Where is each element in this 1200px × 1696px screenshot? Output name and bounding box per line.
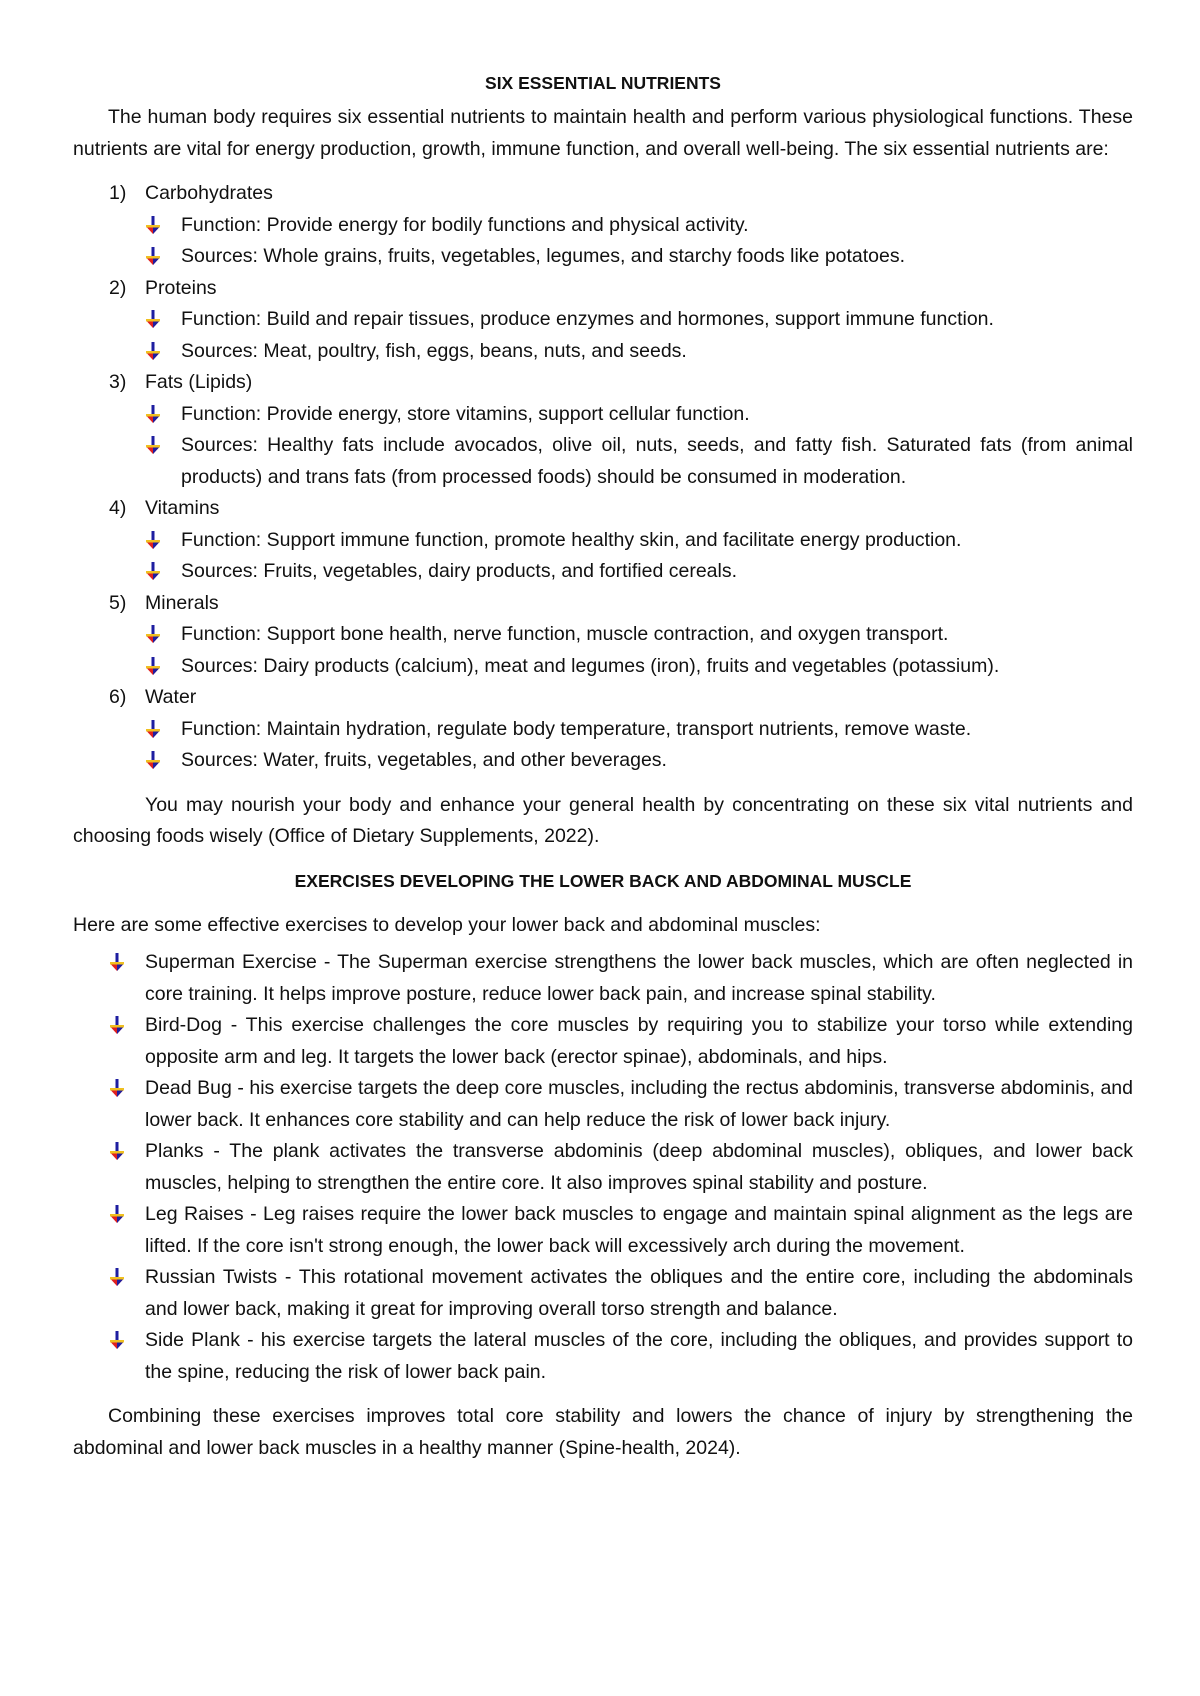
- down-arrow-bullet-icon: [145, 562, 161, 580]
- down-arrow-bullet-icon: [109, 953, 125, 971]
- nutrient-number: 1): [109, 182, 127, 204]
- down-arrow-bullet-icon: [145, 531, 161, 549]
- nutrient-points: [145, 525, 1133, 588]
- nutrient-point: [145, 525, 1133, 557]
- down-arrow-bullet-icon: [145, 310, 161, 328]
- nutrient-point: [145, 241, 1133, 273]
- exercise-item: [145, 1262, 1133, 1325]
- down-arrow-bullet-icon: [109, 1016, 125, 1034]
- nutrient-point-text: Sources: Healthy fats include avocados, olive oil, nuts, seeds, and fatty fish. Saturated fats (from animal products) and trans fats (from processed foods) should be consumed in moderation.: [181, 434, 1133, 488]
- nutrient-point: [145, 336, 1133, 368]
- down-arrow-bullet-icon: [145, 216, 161, 234]
- nutrient-item: [73, 682, 1133, 777]
- nutrient-point-text: Function: Maintain hydration, regulate body temperature, transport nutrients, remove waste.: [181, 717, 972, 740]
- document-page: [73, 0, 1133, 1464]
- exercise-list: [73, 947, 1133, 1388]
- nutrient-point: [145, 304, 1133, 336]
- down-arrow-bullet-icon: [145, 751, 161, 769]
- nutrient-name: Minerals: [145, 591, 219, 614]
- nutrient-point: [145, 714, 1133, 746]
- exercises-conclusion: Combining these exercises improves total core stability and lowers the chance of injury by strengthening the abdominal and lower back muscles in a healthy manner (Spine-health, 2024).: [73, 1405, 1133, 1459]
- nutrient-point: [145, 619, 1133, 651]
- nutrient-item: [73, 493, 1133, 588]
- nutrient-point-text: Function: Provide energy for bodily functions and physical activity.: [181, 213, 749, 236]
- nutrient-list: [73, 178, 1133, 777]
- down-arrow-bullet-icon: [145, 720, 161, 738]
- nutrient-number: 5): [109, 591, 127, 614]
- nutrient-point-text: Sources: Whole grains, fruits, vegetables, legumes, and starchy foods like potatoes.: [181, 245, 906, 267]
- nutrient-points: [145, 619, 1133, 682]
- exercise-item: [145, 1325, 1133, 1388]
- down-arrow-bullet-icon: [109, 1205, 125, 1223]
- nutrient-point: [145, 745, 1133, 777]
- nutrient-item: [73, 367, 1133, 493]
- section-title-nutrients: SIX ESSENTIAL NUTRIENTS: [485, 73, 721, 93]
- nutrient-number: 3): [109, 371, 127, 393]
- down-arrow-bullet-icon: [145, 657, 161, 675]
- nutrient-item: [73, 178, 1133, 273]
- nutrient-item: [73, 588, 1133, 683]
- nutrient-name: Fats (Lipids): [145, 371, 253, 393]
- nutrient-point: [145, 651, 1133, 683]
- nutrient-points: [145, 304, 1133, 367]
- nutrient-point: [145, 399, 1133, 431]
- section-title-exercises: EXERCISES DEVELOPING THE LOWER BACK AND ABDOMINAL MUSCLE: [294, 870, 912, 891]
- nutrient-point: [145, 556, 1133, 588]
- nutrient-point-text: Sources: Water, fruits, vegetables, and other beverages.: [181, 749, 667, 771]
- down-arrow-bullet-icon: [145, 405, 161, 423]
- exercise-text: Dead Bug - his exercise targets the deep core muscles, including the rectus abdominis, transverse abdominis, and lower back. It enhances core stability and can help reduce the risk of lower back injury.: [145, 1077, 1133, 1131]
- nutrient-name: Proteins: [145, 276, 217, 299]
- down-arrow-bullet-icon: [109, 1331, 125, 1349]
- nutrient-point-text: Function: Support bone health, nerve function, muscle contraction, and oxygen transport.: [181, 623, 949, 645]
- nutrient-item: [73, 273, 1133, 368]
- down-arrow-bullet-icon: [109, 1142, 125, 1160]
- down-arrow-bullet-icon: [109, 1268, 125, 1286]
- nutrient-point-text: Sources: Meat, poultry, fish, eggs, beans, nuts, and seeds.: [181, 339, 687, 362]
- nutrient-point-text: Function: Provide energy, store vitamins, support cellular function.: [181, 402, 750, 425]
- nutrient-name: Vitamins: [145, 497, 220, 519]
- nutrient-number: 6): [109, 686, 127, 708]
- exercise-text: Superman Exercise - The Superman exercise strengthens the lower back muscles, which are often neglected in core training. It helps improve posture, reduce lower back pain, and increase spinal stability.: [145, 951, 1133, 1005]
- exercise-item: [145, 947, 1133, 1010]
- nutrient-name: Water: [145, 686, 197, 708]
- nutrient-points: [145, 399, 1133, 494]
- down-arrow-bullet-icon: [145, 247, 161, 265]
- down-arrow-bullet-icon: [145, 436, 161, 454]
- exercise-text: Side Plank - his exercise targets the lateral muscles of the core, including the obliques, and provides support to the spine, reducing the risk of lower back pain.: [145, 1329, 1133, 1383]
- nutrient-name: Carbohydrates: [145, 182, 273, 204]
- exercise-item: [145, 1010, 1133, 1073]
- exercise-text: Russian Twists - This rotational movement activates the obliques and the entire core, including the abdominals and lower back, making it great for improving overall torso strength and balance.: [145, 1266, 1133, 1320]
- exercises-intro: Here are some effective exercises to develop your lower back and abdominal muscles:: [73, 913, 821, 936]
- down-arrow-bullet-icon: [145, 625, 161, 643]
- exercise-item: [145, 1136, 1133, 1199]
- nutrient-point: [145, 210, 1133, 242]
- nutrient-point-text: Sources: Dairy products (calcium), meat and legumes (iron), fruits and vegetables (potassium).: [181, 654, 1000, 677]
- exercise-text: Planks - The plank activates the transverse abdominis (deep abdominal muscles), obliques, and lower back muscles, helping to strengthen the entire core. It also improves spinal stability and posture.: [145, 1140, 1133, 1194]
- nutrient-number: 2): [109, 276, 127, 299]
- nutrient-number: 4): [109, 497, 127, 519]
- down-arrow-bullet-icon: [145, 342, 161, 360]
- nutrient-points: [145, 714, 1133, 777]
- exercise-item: [145, 1073, 1133, 1136]
- down-arrow-bullet-icon: [109, 1079, 125, 1097]
- nutrient-point-text: Sources: Fruits, vegetables, dairy products, and fortified cereals.: [181, 560, 738, 582]
- exercise-text: Bird-Dog - This exercise challenges the core muscles by requiring you to stabilize your torso while extending opposite arm and leg. It targets the lower back (erector spinae), abdominals, and hips.: [145, 1014, 1133, 1068]
- nutrient-point-text: Function: Support immune function, promote healthy skin, and facilitate energy production.: [181, 528, 962, 551]
- nutrients-intro: The human body requires six essential nutrients to maintain health and perform various physiological functions. These nutrients are vital for energy production, growth, immune function, and overall well-being. The six essential nutrients are:: [73, 106, 1133, 160]
- exercise-text: Leg Raises - Leg raises require the lower back muscles to engage and maintain spinal alignment as the legs are lifted. If the core isn't strong enough, the lower back will excessively arch during the movement.: [145, 1203, 1133, 1257]
- nutrient-point-text: Function: Build and repair tissues, produce enzymes and hormones, support immune function.: [181, 308, 994, 330]
- nutrients-conclusion: You may nourish your body and enhance your general health by concentrating on these six vital nutrients and choosing foods wisely (Office of Dietary Supplements, 2022).: [73, 793, 1133, 847]
- nutrient-point: [145, 430, 1133, 493]
- exercise-item: [145, 1199, 1133, 1262]
- nutrient-points: [145, 210, 1133, 273]
